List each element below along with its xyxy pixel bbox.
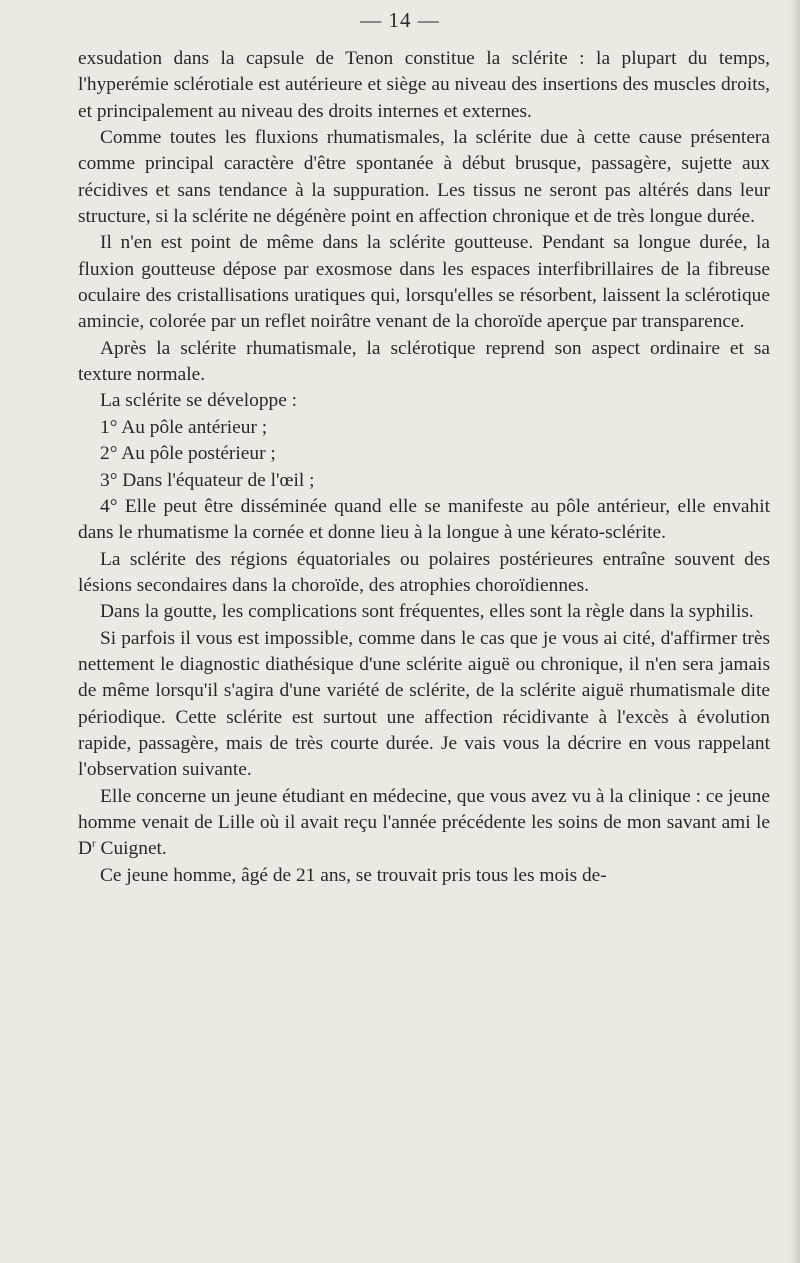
- paragraph: Dans la goutte, les complications sont fréquentes, elles sont la règle dans la syphilis.: [100, 601, 754, 623]
- paragraph: exsudation dans la capsule de Tenon constitue la sclérite : la plupart du temps, l'hyperémie sclérotiale est autérieure et siège au niveau des insertions des muscles droits, et principalement au niveau des droits internes et externes.: [78, 48, 770, 122]
- paragraph: Après la sclérite rhumatismale, la sclérotique reprend son aspect ordinaire et sa texture normale.: [78, 337, 770, 386]
- paragraph: La sclérite se développe :: [100, 390, 298, 412]
- paragraph: Il n'en est point de même dans la sclérite goutteuse. Pendant sa longue durée, la fluxion goutteuse dépose par exosmose dans les espaces interfibrillaires de la fibreuse oculaire des cristallisations uratiques qui, lorsqu'elles se résorbent, laissent la sclérotique amincie, colorée par un reflet noirâtre venant de la choroïde aperçue par transparence.: [78, 232, 770, 333]
- paragraph: Ce jeune homme, âgé de 21 ans, se trouvait pris tous les mois de-: [100, 864, 607, 886]
- list-item: 3° Dans l'équateur de l'œil ;: [100, 469, 315, 491]
- paragraph-text: Elle concerne un jeune étudiant en médecine, que vous avez vu à la clinique : ce jeune homme venait de Lille où il avait reçu l'année précédente les soins de mon savant ami le D: [78, 785, 770, 860]
- doctor-name: Cuignet.: [95, 838, 167, 860]
- paragraph: La sclérite des régions équatoriales ou polaires postérieures entraîne souvent des lésions secondaires dans la choroïde, des atrophies choroïdiennes.: [78, 548, 770, 596]
- list-item: 1° Au pôle antérieur ;: [100, 416, 268, 438]
- doctor-abbrev-sup: r: [92, 837, 96, 850]
- list-item: 2° Au pôle postérieur ;: [100, 443, 276, 465]
- page-edge-shadow: [790, 0, 800, 1263]
- body-text: [78, 46, 770, 889]
- paragraph: [78, 784, 770, 863]
- paragraph: Si parfois il vous est impossible, comme dans le cas que je vous ai cité, d'affirmer très nettement le diagnostic diathésique d'une sclérite aiguë ou chronique, il n'en sera jamais de même lorsqu'il s'agira d'une variété de sclérite, de la sclérite aiguë rhumatismale dite périodique. Cette sclérite est surtout une affection récidivante à l'excès à évolution rapide, passagère, mais de très courte durée. Je vais vous la décrire en vous rappelant l'observation suivante.: [78, 627, 770, 781]
- paragraph: Comme toutes les fluxions rhumatismales, la sclérite due à cette cause présentera comme principal caractère d'être spontanée à début brusque, passagère, sujette aux récidives et sans tendance à la suppuration. Les tissus ne seront pas altérés dans leur structure, si la sclérite ne dégénère point en affection chronique et de très longue durée.: [78, 127, 770, 228]
- list-item: 4° Elle peut être disséminée quand elle se manifeste au pôle antérieur, elle envahit dans le rhumatisme la cornée et donne lieu à la longue à une kérato-sclérite.: [78, 495, 770, 544]
- page-number: — 14 —: [360, 8, 440, 32]
